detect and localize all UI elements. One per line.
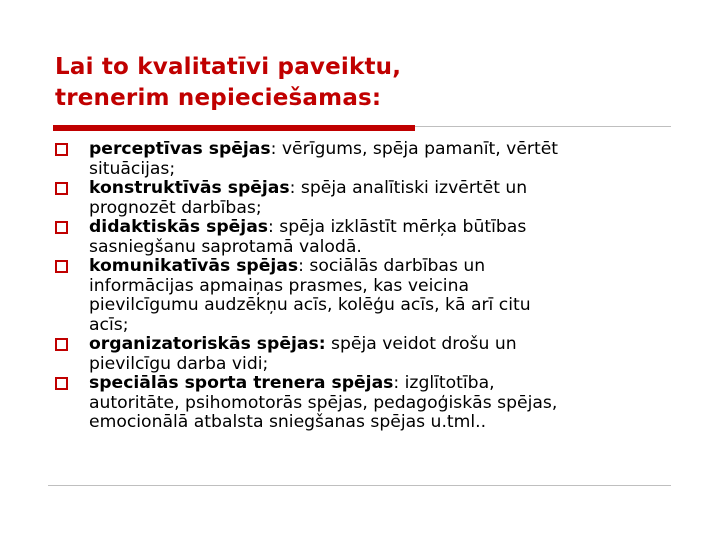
hollow-square-icon — [55, 260, 68, 273]
item-line — [89, 374, 695, 394]
item-term: didaktiskās spējas — [89, 217, 269, 237]
title-underline-rule — [415, 126, 671, 127]
bullet-list — [55, 140, 695, 433]
item-line — [89, 335, 695, 355]
item-line — [89, 257, 695, 277]
hollow-square-icon — [55, 377, 68, 390]
item-line: pievilcīgumu audzēkņu acīs, kolēģu acīs, kā arī citu — [89, 295, 531, 315]
item-term: organizatoriskās spējas: — [89, 334, 326, 354]
list-item — [55, 218, 695, 257]
item-line — [89, 140, 695, 160]
list-item — [55, 257, 695, 335]
item-line: acīs; — [89, 314, 129, 335]
item-line — [89, 179, 695, 199]
item-term: komunikatīvās spējas — [89, 256, 299, 276]
hollow-square-icon — [55, 182, 68, 195]
hollow-square-icon — [55, 338, 68, 351]
item-term: speciālās sporta trenera spējas — [89, 373, 394, 393]
item-term: konstruktīvās spējas — [89, 178, 290, 198]
item-line: autoritāte, psihomotorās spējas, pedagoģiskās spējas, — [89, 392, 558, 413]
list-item — [55, 179, 695, 218]
item-line: situācijas; — [89, 158, 176, 179]
list-item — [55, 374, 695, 433]
item-text: : vērīgums, spēja pamanīt, vērtēt — [270, 139, 559, 159]
slide-title-line-2: trenerim nepieciešamas: — [55, 85, 382, 111]
footer-rule — [48, 485, 671, 486]
item-line: emocionālā atbalsta sniegšanas spējas u.tml.. — [89, 412, 487, 432]
list-item — [55, 335, 695, 374]
item-line: informācijas apmaiņas prasmes, kas veicina — [89, 275, 469, 296]
item-text: : izglītotība, — [393, 373, 495, 393]
item-text: : sociālās darbības un — [298, 256, 486, 276]
list-item — [55, 140, 695, 179]
item-text: spēja veidot drošu un — [325, 334, 517, 354]
slide-title-line-1: Lai to kvalitatīvi paveiktu, — [55, 54, 402, 80]
item-term: perceptīvas spējas — [89, 139, 271, 159]
item-line: prognozēt darbības; — [89, 197, 262, 218]
hollow-square-icon — [55, 143, 68, 156]
item-text: : spēja izklāstīt mērķa būtības — [268, 217, 527, 237]
item-line: pievilcīgu darba vidi; — [89, 353, 269, 374]
hollow-square-icon — [55, 221, 68, 234]
item-text: : spēja analītiski izvērtēt un — [289, 178, 528, 198]
item-line — [89, 218, 695, 238]
slide-title — [55, 52, 675, 114]
item-line: sasniegšanu saprotamā valodā. — [89, 236, 362, 257]
title-underline-accent — [53, 125, 415, 131]
